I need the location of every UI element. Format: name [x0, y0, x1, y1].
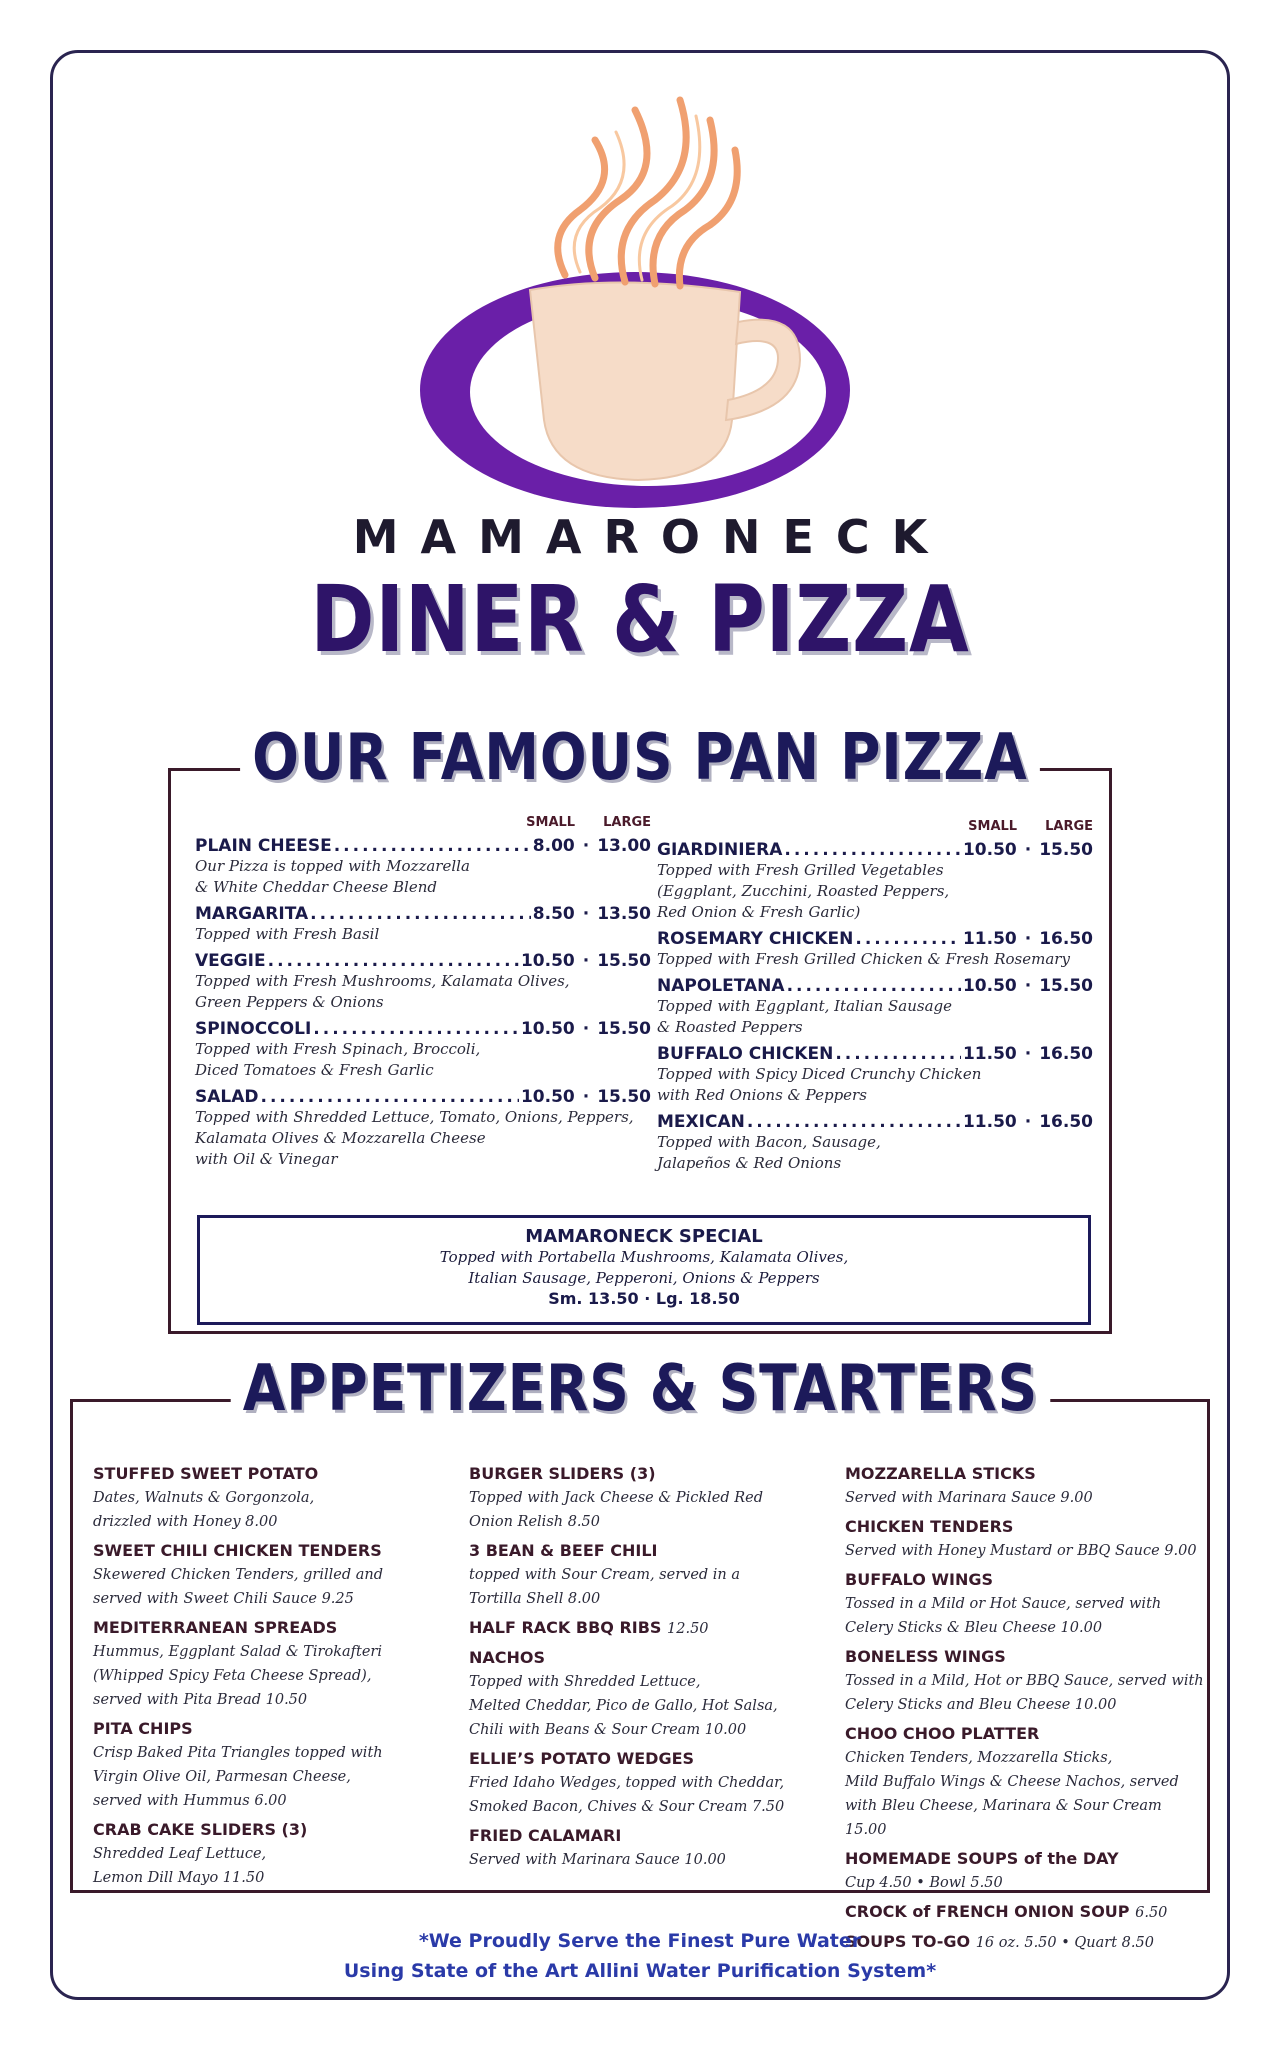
pizza-desc: with Oil & Vinegar	[195, 1150, 338, 1168]
pizza-name: GIARDINIERA	[657, 840, 783, 860]
appetizer-desc: Celery Sticks & Bleu Cheese 10.00	[845, 1620, 1103, 1636]
pizza-item-line	[195, 1087, 651, 1107]
appetizer-name: ELLIE’S POTATO WEDGES	[469, 1749, 695, 1768]
pizza-item-line	[657, 840, 1093, 860]
appetizer-desc: Served with Honey Mustard or BBQ Sauce 9.00	[845, 1543, 1197, 1559]
appetizer-item	[469, 1616, 819, 1641]
pizza-name: VEGGIE	[195, 951, 266, 971]
price-small: 10.50	[520, 951, 575, 971]
appetizer-name-line	[469, 1616, 819, 1641]
price-separator: ·	[582, 904, 590, 924]
price-small: 10.50	[520, 1087, 575, 1107]
pizza-item	[195, 836, 651, 898]
price-small: 11.50	[962, 1044, 1017, 1064]
pizza-name: SPINOCCOLI	[195, 1019, 312, 1039]
special-desc-2: Italian Sausage, Pepperoni, Onions & Peppers	[468, 1269, 820, 1287]
special-price: Sm. 13.50 · Lg. 18.50	[548, 1289, 740, 1308]
price-large: 15.50	[597, 1087, 651, 1107]
price-small: 8.50	[532, 904, 575, 924]
pizza-item-line	[657, 976, 1093, 996]
water-note	[0, 1926, 1280, 1986]
pizza-section	[168, 721, 1112, 1334]
pizza-item	[657, 976, 1093, 1038]
pizza-name: PLAIN CHEESE	[195, 836, 332, 856]
leader-dots	[835, 1044, 961, 1064]
pizza-name: ROSEMARY CHICKEN	[657, 929, 854, 949]
pizza-desc: Topped with Spicy Diced Crunchy Chicken	[657, 1065, 982, 1083]
appetizer-desc: served with Sweet Chili Sauce 9.25	[93, 1591, 354, 1607]
appetizer-name-line	[93, 1539, 443, 1563]
pizza-item	[195, 1087, 651, 1170]
special-name: MAMARONECK SPECIAL	[525, 1226, 763, 1247]
appetizer-item	[93, 1717, 443, 1813]
appetizer-desc: Chicken Tenders, Mozzarella Sticks,	[845, 1750, 1113, 1766]
pizza-item-line	[195, 836, 651, 856]
pizza-desc: Topped with Fresh Spinach, Broccoli,	[195, 1040, 481, 1058]
appetizer-name: BURGER SLIDERS (3)	[469, 1464, 656, 1483]
pizza-desc: Topped with Shredded Lettuce, Tomato, Onions, Peppers,	[195, 1108, 634, 1126]
appetizer-name-line	[469, 1747, 819, 1771]
price-large: 15.50	[597, 1019, 651, 1039]
appetizer-item	[845, 1847, 1205, 1895]
appetizer-desc: served with Pita Bread 10.50	[93, 1692, 308, 1708]
appetizer-name-line	[469, 1646, 819, 1670]
pizza-item	[657, 1112, 1093, 1174]
leader-dots	[313, 1019, 519, 1039]
pizza-desc: (Eggplant, Zucchini, Roasted Peppers,	[657, 882, 950, 900]
appetizer-name-line	[845, 1847, 1205, 1871]
appetizer-price: 6.50	[1135, 1905, 1168, 1921]
appetizer-desc: Virgin Olive Oil, Parmesan Cheese,	[93, 1769, 351, 1785]
pizza-desc: Topped with Fresh Mushrooms, Kalamata Olives,	[195, 972, 570, 990]
pizza-name: BUFFALO CHICKEN	[657, 1044, 834, 1064]
appetizer-desc: topped with Sour Cream, served in a	[469, 1567, 741, 1583]
pizza-left-column	[195, 815, 651, 1176]
price-small: 10.50	[520, 1019, 575, 1039]
large-label: LARGE	[1045, 819, 1093, 834]
pizza-name: NAPOLETANA	[657, 976, 785, 996]
price-large: 16.50	[1039, 1044, 1093, 1064]
leader-dots	[784, 840, 961, 860]
price-small: 11.50	[962, 929, 1017, 949]
appetizer-name-line	[845, 1515, 1205, 1539]
small-label: SMALL	[968, 819, 1018, 834]
leader-dots	[310, 904, 531, 924]
pizza-item	[657, 840, 1093, 923]
leader-dots	[261, 1087, 519, 1107]
mamaroneck-special	[197, 1215, 1091, 1325]
price-small: 10.50	[962, 840, 1017, 860]
pizza-desc: Diced Tomatoes & Fresh Garlic	[195, 1061, 434, 1079]
appetizer-item	[845, 1900, 1205, 1925]
appetizer-desc: Topped with Jack Cheese & Pickled Red	[469, 1490, 764, 1506]
appetizer-name-line	[469, 1539, 819, 1563]
appetizer-name-line	[845, 1568, 1205, 1592]
appetizer-desc: Hummus, Eggplant Salad & Tirokafteri	[93, 1644, 382, 1660]
appetizers-column-3	[845, 1462, 1205, 1960]
appetizer-name: CRAB CAKE SLIDERS (3)	[93, 1820, 308, 1839]
pizza-desc: Green Peppers & Onions	[195, 993, 384, 1011]
pizza-item-line	[657, 1112, 1093, 1132]
price-small: 8.00	[532, 836, 575, 856]
appetizer-desc: with Bleu Cheese, Marinara & Sour Cream 15.00	[845, 1798, 1162, 1838]
appetizer-name-line	[845, 1645, 1205, 1669]
pizza-desc: Red Onion & Fresh Garlic)	[657, 903, 861, 921]
pizza-name: SALAD	[195, 1087, 259, 1107]
appetizer-name: SOUPS TO-GO	[845, 1932, 971, 1951]
pizza-desc: Kalamata Olives & Mozzarella Cheese	[195, 1129, 486, 1147]
appetizer-item	[93, 1462, 443, 1534]
appetizer-item	[845, 1515, 1205, 1563]
appetizer-price: 12.50	[667, 1621, 709, 1637]
appetizer-desc: drizzled with Honey 8.00	[93, 1514, 278, 1530]
appetizer-item	[469, 1747, 819, 1819]
appetizer-item	[469, 1539, 819, 1611]
appetizer-name-line	[93, 1462, 443, 1486]
pizza-item-line	[195, 904, 651, 924]
appetizer-name: PITA CHIPS	[93, 1719, 193, 1738]
appetizer-name: HOMEMADE SOUPS of the DAY	[845, 1849, 1119, 1868]
appetizer-item	[469, 1824, 819, 1872]
water-note-line-1: *We Proudly Serve the Finest Pure Water	[418, 1930, 862, 1952]
pizza-desc: Our Pizza is topped with Mozzarella	[195, 857, 470, 875]
pizza-item	[195, 904, 651, 945]
appetizer-name-line	[845, 1462, 1205, 1486]
special-desc-1: Topped with Portabella Mushrooms, Kalamata Olives,	[439, 1248, 849, 1266]
appetizer-item	[93, 1539, 443, 1611]
price-small: 10.50	[962, 976, 1017, 996]
steaming-coffee-cup-icon	[380, 60, 900, 520]
appetizer-name: FRIED CALAMARI	[469, 1826, 622, 1845]
leader-dots	[334, 836, 531, 856]
price-large: 16.50	[1039, 1112, 1093, 1132]
pizza-item	[657, 929, 1093, 970]
pizza-name: MARGARITA	[195, 904, 309, 924]
appetizer-desc: Fried Idaho Wedges, topped with Cheddar,	[469, 1775, 785, 1791]
price-large: 13.00	[597, 836, 651, 856]
small-label: SMALL	[526, 815, 576, 830]
pizza-item	[195, 951, 651, 1013]
pizza-item	[195, 1019, 651, 1081]
appetizer-desc: Shredded Leaf Lettuce,	[93, 1846, 267, 1862]
price-separator: ·	[582, 1019, 590, 1039]
appetizer-name-line	[93, 1818, 443, 1842]
appetizer-item	[845, 1722, 1205, 1842]
appetizer-desc: Skewered Chicken Tenders, grilled and	[93, 1567, 383, 1583]
pizza-item-line	[195, 951, 651, 971]
pizza-desc: Topped with Fresh Grilled Chicken & Fresh Rosemary	[657, 950, 1070, 968]
price-header	[657, 819, 1093, 834]
brand-town: MAMARONECK	[352, 510, 950, 564]
appetizer-item	[845, 1568, 1205, 1640]
leader-dots	[747, 1112, 961, 1132]
appetizer-price: 16 oz. 5.50 • Quart 8.50	[975, 1935, 1154, 1951]
price-small: 11.50	[962, 1112, 1017, 1132]
appetizer-name: 3 BEAN & BEEF CHILI	[469, 1541, 658, 1560]
pizza-title-wrap	[171, 721, 1109, 795]
appetizer-name-line	[845, 1900, 1205, 1925]
appetizer-desc: Chili with Beans & Sour Cream 10.00	[469, 1722, 747, 1738]
leader-dots	[268, 951, 519, 971]
price-large: 13.50	[597, 904, 651, 924]
leader-dots	[787, 976, 961, 996]
pizza-item-line	[657, 929, 1093, 949]
pizza-desc: & White Cheddar Cheese Blend	[195, 878, 437, 896]
price-separator: ·	[1024, 840, 1032, 860]
appetizer-desc: Melted Cheddar, Pico de Gallo, Hot Salsa,	[469, 1698, 778, 1714]
price-large: 15.50	[1039, 840, 1093, 860]
appetizer-desc: served with Hummus 6.00	[93, 1793, 287, 1809]
appetizer-desc: Tossed in a Mild or Hot Sauce, served with	[845, 1596, 1162, 1612]
price-header	[195, 815, 651, 830]
price-separator: ·	[582, 836, 590, 856]
appetizer-name: CROCK of FRENCH ONION SOUP	[845, 1902, 1130, 1921]
appetizer-desc: Smoked Bacon, Chives & Sour Cream 7.50	[469, 1799, 785, 1815]
appetizer-desc: Served with Marinara Sauce 10.00	[469, 1852, 726, 1868]
appetizer-desc: Onion Relish 8.50	[469, 1514, 600, 1530]
appetizer-name-line	[469, 1824, 819, 1848]
appetizer-name-line	[469, 1462, 819, 1486]
brand-name: DINER & PIZZA	[310, 566, 970, 673]
pizza-right-column	[657, 819, 1093, 1180]
large-label: LARGE	[603, 815, 651, 830]
appetizer-desc: Tortilla Shell 8.00	[469, 1591, 601, 1607]
appetizer-desc: Cup 4.50 • Bowl 5.50	[845, 1875, 1003, 1891]
pizza-desc: Topped with Fresh Basil	[195, 925, 380, 943]
appetizer-name: MOZZARELLA STICKS	[845, 1464, 1036, 1483]
pizza-item-line	[195, 1019, 651, 1039]
appetizer-name: NACHOS	[469, 1648, 546, 1667]
appetizer-item	[469, 1646, 819, 1742]
pizza-name: MEXICAN	[657, 1112, 745, 1132]
price-separator: ·	[582, 951, 590, 971]
appetizer-name-line	[93, 1717, 443, 1741]
appetizer-desc: Topped with Shredded Lettuce,	[469, 1674, 701, 1690]
appetizer-name-line	[93, 1616, 443, 1640]
appetizer-desc: Lemon Dill Mayo 11.50	[93, 1870, 265, 1886]
pizza-desc: Jalapeños & Red Onions	[657, 1154, 842, 1172]
appetizer-name: CHOO CHOO PLATTER	[845, 1724, 1040, 1743]
appetizer-name: CHICKEN TENDERS	[845, 1517, 1014, 1536]
appetizer-desc: Dates, Walnuts & Gorgonzola,	[93, 1490, 315, 1506]
appetizer-name: MEDITERRANEAN SPREADS	[93, 1618, 338, 1637]
appetizer-desc: Crisp Baked Pita Triangles topped with	[93, 1745, 383, 1761]
appetizer-desc: Mild Buffalo Wings & Cheese Nachos, served	[845, 1774, 1179, 1790]
appetizer-name: BUFFALO WINGS	[845, 1570, 994, 1589]
pizza-title: OUR FAMOUS PAN PIZZA	[240, 721, 1040, 795]
appetizers-title-wrap	[73, 1352, 1207, 1426]
price-separator: ·	[1024, 1112, 1032, 1132]
price-large: 15.50	[1039, 976, 1093, 996]
pizza-item	[657, 1044, 1093, 1106]
appetizer-name: STUFFED SWEET POTATO	[93, 1464, 319, 1483]
appetizer-item	[845, 1462, 1205, 1510]
appetizer-name-line	[845, 1722, 1205, 1746]
pizza-item-line	[657, 1044, 1093, 1064]
pizza-desc: with Red Onions & Peppers	[657, 1086, 867, 1104]
pizza-desc: & Roasted Peppers	[657, 1018, 803, 1036]
water-note-line-2: Using State of the Art Allini Water Purification System*	[343, 1960, 937, 1982]
price-large: 15.50	[597, 951, 651, 971]
appetizer-item	[93, 1616, 443, 1712]
appetizer-name: HALF RACK BBQ RIBS	[469, 1618, 662, 1637]
leader-dots	[855, 929, 961, 949]
appetizer-item	[469, 1462, 819, 1534]
price-separator: ·	[1024, 976, 1032, 996]
price-separator: ·	[582, 1087, 590, 1107]
pizza-desc: Topped with Fresh Grilled Vegetables	[657, 861, 944, 879]
price-separator: ·	[1024, 929, 1032, 949]
pizza-desc: Topped with Eggplant, Italian Sausage	[657, 997, 952, 1015]
pizza-desc: Topped with Bacon, Sausage,	[657, 1133, 881, 1151]
appetizer-desc: Celery Sticks and Bleu Cheese 10.00	[845, 1697, 1117, 1713]
appetizer-desc: Tossed in a Mild, Hot or BBQ Sauce, served with	[845, 1673, 1204, 1689]
appetizers-column-1	[93, 1462, 443, 1895]
appetizer-name: SWEET CHILI CHICKEN TENDERS	[93, 1541, 382, 1560]
appetizer-name: BONELESS WINGS	[845, 1647, 1006, 1666]
appetizer-item	[845, 1645, 1205, 1717]
price-large: 16.50	[1039, 929, 1093, 949]
appetizers-title: APPETIZERS & STARTERS	[230, 1352, 1049, 1426]
appetizer-desc: Served with Marinara Sauce 9.00	[845, 1490, 1093, 1506]
appetizer-item	[93, 1818, 443, 1890]
appetizer-desc: (Whipped Spicy Feta Cheese Spread),	[93, 1668, 372, 1684]
appetizers-column-2	[469, 1462, 819, 1877]
price-separator: ·	[1024, 1044, 1032, 1064]
